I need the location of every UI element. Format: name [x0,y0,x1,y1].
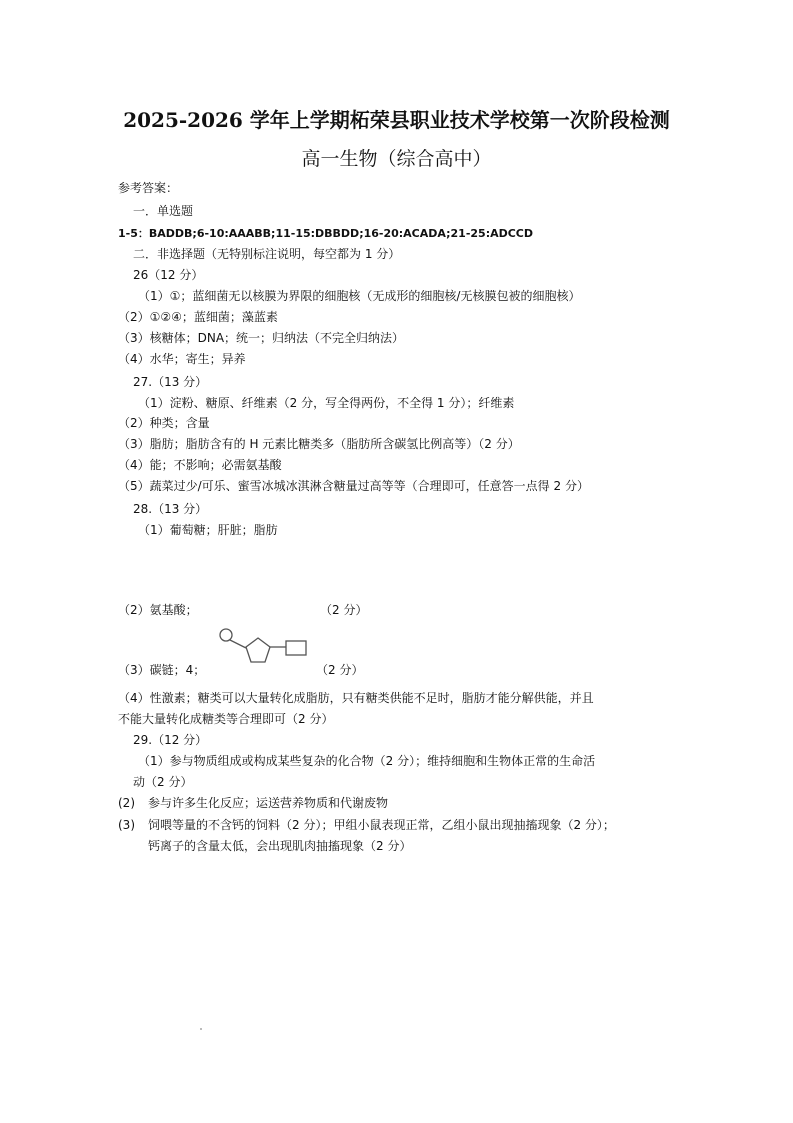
q28-line3: （3）碳链；4； [118,663,206,677]
q28-line4a: （4）性激素；糖类可以大量转化成脂肪，只有糖类供能不足时，脂肪才能分解供能，并且 [118,691,594,705]
page-title: 2025-2026 学年上学期柘荣县职业技术学校第一次阶段检测 [123,108,670,132]
page-subtitle: 高一生物（综合高中） [301,148,492,170]
q28-line3-score: （2 分） [316,663,364,677]
q29-line3b: 钙离子的含量太低，会出现肌肉抽搐现象（2 分） [148,839,412,853]
section1-answers: 1-5：BADDB;6-10:AAABB;11-15:DBBDD;16-20:ACADA;21-25:ADCCD [118,227,534,240]
q27-line2: （2）种类；含量 [118,416,210,430]
q28-heading: 28.（13 分） [133,502,208,516]
q28-line4b: 不能大量转化成糖类等合理即可（2 分） [118,712,334,726]
q29-line2: 参与许多生化反应；运送营养物质和代谢废物 [148,796,389,810]
q29-line3a: 饲喂等量的不含钙的饲料（2 分）；甲组小鼠表现正常，乙组小鼠出现抽搐现象（2 分）； [148,818,615,832]
q26-line3: （3）核糖体；DNA；统一；归纳法（不完全归纳法） [118,331,405,345]
section2-heading: 二．非选择题（无特别标注说明，每空都为 1 分） [133,247,401,261]
q29-line1a: （1）参与物质组成或构成某些复杂的化合物（2 分）；维持细胞和生物体正常的生命活 [138,754,596,768]
answer-label: 参考答案： [118,181,179,195]
q26-line1: （1）①；蓝细菌无以核膜为界限的细胞核（无成形的细胞核/无核膜包被的细胞核） [138,289,581,303]
q29-line2-number: (2) [118,796,135,810]
q29-heading: 29.（12 分） [133,733,208,747]
q27-line5: （5）蔬菜过少/可乐、蜜雪冰城冰淇淋含糖量过高等等（合理即可，任意答一点得 2 分） [118,479,589,493]
q29-line3-number: (3) [118,818,135,832]
q27-heading: 27.（13 分） [133,375,208,389]
q28-line1: （1）葡萄糖；肝脏；脂肪 [138,523,278,537]
q26-line2: （2）①②④；蓝细菌；藻蓝素 [118,310,278,324]
q26-line4: （4）水华；寄生；异养 [118,352,246,366]
q28-line2-score: （2 分） [320,603,368,617]
section1-heading: 一．单选题 [133,204,194,218]
q28-line2: （2）氨基酸； [118,603,198,617]
nucleotide-structure-diagram [216,626,316,682]
q27-line4: （4）能；不影响；必需氨基酸 [118,458,282,472]
page-speck [200,1028,202,1030]
q29-line1b: 动（2 分） [133,775,193,789]
q27-line3: （3）脂肪；脂肪含有的 H 元素比糖类多（脂肪所含碳氢比例高等）（2 分） [118,437,520,451]
q26-heading: 26（12 分） [133,268,204,282]
q27-line1: （1）淀粉、糖原、纤维素（2 分，写全得两份，不全得 1 分）；纤维素 [138,396,515,410]
